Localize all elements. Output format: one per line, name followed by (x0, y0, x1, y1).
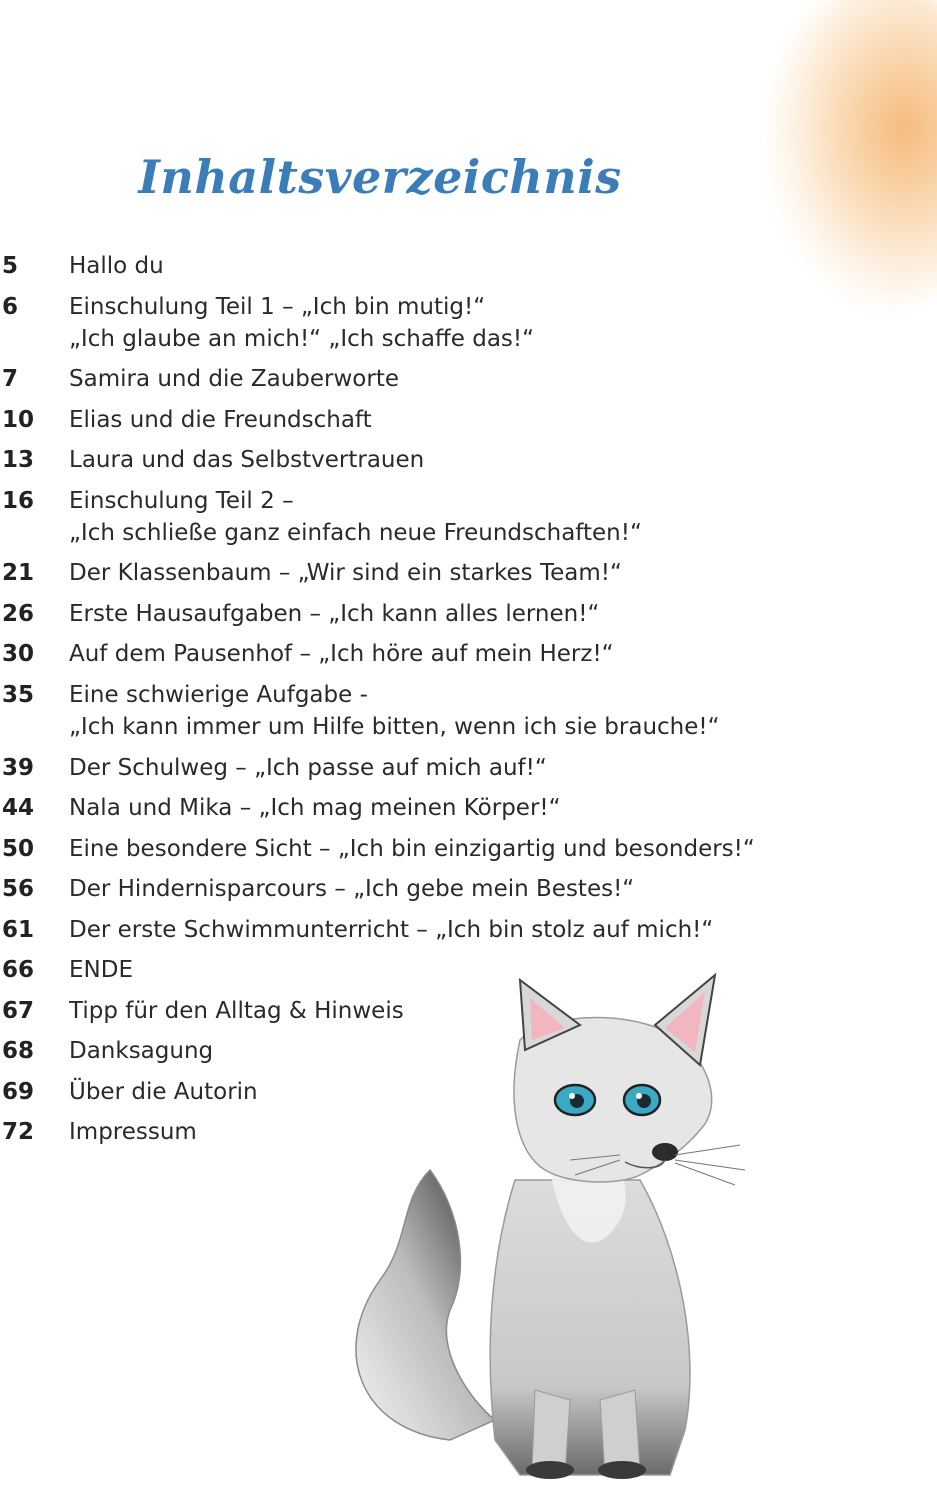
toc-title: Einschulung Teil 1 – „Ich bin mutig!“ „Ich glaube an mich!“ „Ich schaffe das!“ (69, 294, 535, 352)
toc-page-number: 72 (2, 1119, 35, 1145)
toc-title: Impressum (69, 1119, 197, 1145)
toc-title: Laura und das Selbstvertrauen (69, 447, 425, 473)
toc-title: Einschulung Teil 2 – „Ich schließe ganz einfach neue Freundschaften!“ (69, 488, 642, 546)
toc-title: Über die Autorin (69, 1079, 258, 1105)
toc-page-number: 44 (2, 795, 35, 821)
fox-nose (652, 1143, 678, 1161)
toc-page-number: 67 (2, 998, 35, 1024)
toc-title: Tipp für den Alltag & Hinweis (69, 998, 404, 1024)
toc-title: ENDE (69, 957, 133, 983)
toc-page-number: 10 (2, 407, 35, 433)
toc-title: Nala und Mika – „Ich mag meinen Körper!“ (69, 795, 561, 821)
toc-title: Hallo du (69, 253, 164, 279)
page-title: Inhaltsverzeichnis (138, 150, 622, 204)
toc-page-number: 56 (2, 876, 35, 902)
toc-title: Der Klassenbaum – „Wir sind ein starkes Team!“ (69, 560, 622, 586)
toc-page-number: 5 (2, 253, 19, 279)
toc-title: Danksagung (69, 1038, 214, 1064)
toc-page-number: 68 (2, 1038, 35, 1064)
toc-title: Der Hindernisparcours – „Ich gebe mein Bestes!“ (69, 876, 635, 902)
toc-page-number: 39 (2, 755, 35, 781)
toc-page-number: 6 (2, 294, 19, 320)
fox-tail (356, 1170, 495, 1440)
toc-title: Eine schwierige Aufgabe - „Ich kann immer um Hilfe bitten, wenn ich sie brauche!“ (69, 682, 720, 740)
toc-title: Auf dem Pausenhof – „Ich höre auf mein Herz!“ (69, 641, 614, 667)
toc-page-number: 69 (2, 1079, 35, 1105)
toc-page-number: 61 (2, 917, 35, 943)
toc-title: Der Schulweg – „Ich passe auf mich auf!“ (69, 755, 547, 781)
toc-page-number: 66 (2, 957, 35, 983)
toc-title: Samira und die Zauberworte (69, 366, 400, 392)
toc-title: Elias und die Freundschaft (69, 407, 372, 433)
toc-page-number: 16 (2, 488, 35, 514)
toc-page-number: 30 (2, 641, 35, 667)
toc-title: Eine besondere Sicht – „Ich bin einzigartig und besonders!“ (69, 836, 755, 862)
toc-title: Erste Hausaufgaben – „Ich kann alles lernen!“ (69, 601, 600, 627)
toc-page-number: 7 (2, 366, 19, 392)
toc-page-number: 26 (2, 601, 35, 627)
toc-title: Der erste Schwimmunterricht – „Ich bin stolz auf mich!“ (69, 917, 714, 943)
toc-page-number: 21 (2, 560, 35, 586)
fox-illustration (320, 970, 800, 1490)
toc-page-number: 13 (2, 447, 35, 473)
toc-page-number: 50 (2, 836, 35, 862)
toc-page-number: 35 (2, 682, 35, 708)
